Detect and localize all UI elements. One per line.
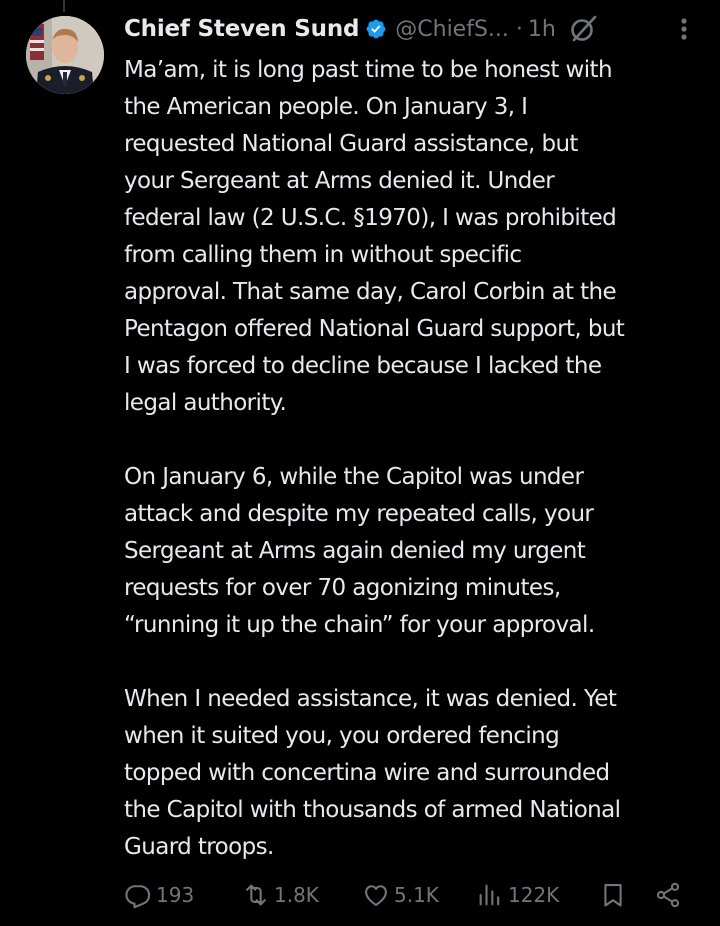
tweet-text-line: requested National Guard assistance, but xyxy=(124,131,578,157)
paragraph-gap xyxy=(124,422,714,459)
tweet-text-line: topped with concertina wire and surrounded xyxy=(124,760,610,786)
tweet-text-line: federal law (2 U.S.C. §1970), I was prohibited xyxy=(124,205,617,231)
header-separator: · xyxy=(515,16,523,42)
avatar-photo-icon xyxy=(26,16,104,94)
views-chart-icon xyxy=(476,881,504,909)
bookmark-button[interactable] xyxy=(599,881,627,909)
views-count: 122K xyxy=(508,883,560,907)
repost-count: 1.8K xyxy=(274,883,319,907)
tweet-text-line: Ma’am, it is long past time to be honest with xyxy=(124,57,612,83)
tweet-text-line: legal authority. xyxy=(124,390,287,416)
tweet-text-line: Sergeant at Arms again denied my urgent xyxy=(124,538,586,564)
tweet-text-line: from calling them in without specific xyxy=(124,242,522,268)
tweet-timestamp[interactable]: 1h xyxy=(527,16,556,42)
reply-button[interactable] xyxy=(124,881,194,909)
heart-icon xyxy=(362,881,390,909)
like-button[interactable] xyxy=(362,881,439,909)
reply-icon xyxy=(124,881,152,909)
tweet-action-bar xyxy=(124,875,694,915)
tweet-text-line: attack and despite my repeated calls, your xyxy=(124,501,594,527)
thread-connector-line xyxy=(63,0,65,12)
tweet-text-line: On January 6, while the Capitol was under xyxy=(124,464,584,490)
tweet-text-line: requests for over 70 agonizing minutes, xyxy=(124,575,561,601)
tweet-text-line: when it suited you, you ordered fencing xyxy=(124,723,560,749)
tweet-text-line: “running it up the chain” for your approval. xyxy=(124,612,595,638)
repost-icon xyxy=(242,881,270,909)
paragraph-gap xyxy=(124,644,714,681)
tweet-body xyxy=(124,52,714,866)
tweet-text-line: I was forced to decline because I lacked the xyxy=(124,353,602,379)
repost-button[interactable] xyxy=(242,881,319,909)
tweet-text-line: approval. That same day, Carol Corbin at the xyxy=(124,279,617,305)
grok-icon[interactable] xyxy=(568,14,598,44)
tweet-header xyxy=(124,10,700,48)
tweet-text-line: Pentagon offered National Guard support, but xyxy=(124,316,625,342)
share-icon xyxy=(654,881,682,909)
author-display-name[interactable]: Chief Steven Sund xyxy=(124,16,360,42)
tweet-text-line: your Sergeant at Arms denied it. Under xyxy=(124,168,555,194)
author-handle[interactable]: @ChiefS... xyxy=(395,16,509,42)
avatar[interactable] xyxy=(26,16,104,94)
like-count: 5.1K xyxy=(394,883,439,907)
more-options-icon[interactable] xyxy=(674,14,694,44)
tweet-text-line: the Capitol with thousands of armed National xyxy=(124,797,621,823)
verified-badge-icon[interactable] xyxy=(365,18,387,40)
tweet-text-line: the American people. On January 3, I xyxy=(124,94,528,120)
share-button[interactable] xyxy=(654,881,682,909)
bookmark-icon xyxy=(599,881,627,909)
reply-count: 193 xyxy=(156,883,195,907)
views-button[interactable] xyxy=(476,881,559,909)
tweet-text-line: When I needed assistance, it was denied. Yet xyxy=(124,686,617,712)
tweet-text-line: Guard troops. xyxy=(124,834,274,860)
